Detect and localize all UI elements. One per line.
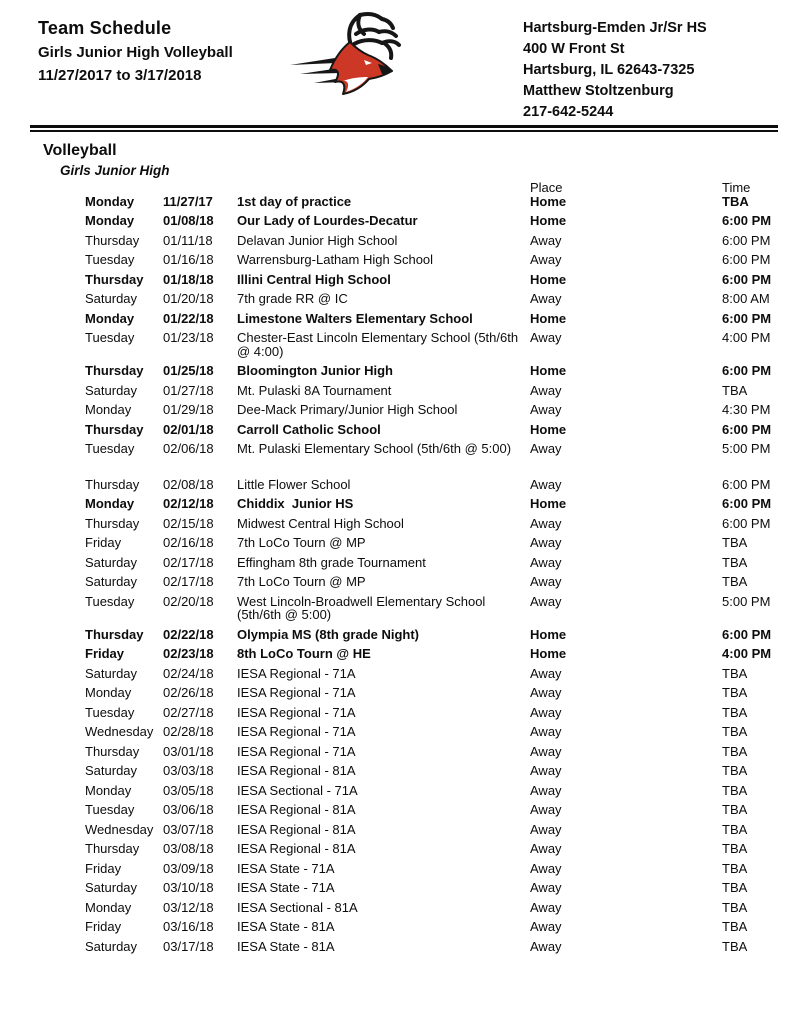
row-event: Midwest Central High School — [237, 515, 404, 531]
schedule-row — [85, 384, 775, 398]
row-time: 6:00 PM — [722, 476, 771, 492]
row-place: Away — [530, 763, 562, 778]
row-place: Home — [530, 421, 567, 437]
row-day: Monday — [85, 193, 135, 209]
row-day: Saturday — [85, 574, 138, 589]
schedule-row — [85, 575, 775, 589]
row-date: 02/12/18 — [163, 496, 214, 511]
row-day: Saturday — [85, 291, 138, 306]
row-place: Away — [530, 743, 562, 759]
row-event: Olympia MS (8th grade Night) — [237, 626, 420, 642]
schedule-row — [85, 253, 775, 267]
row-date: 01/11/18 — [163, 232, 213, 248]
stag-mascot-icon — [288, 8, 410, 102]
row-place: Away — [530, 899, 562, 915]
row-time: TBA — [722, 743, 748, 759]
row-time: TBA — [722, 665, 748, 681]
schedule-row — [85, 517, 775, 531]
row-place: Away — [530, 252, 562, 267]
row-date: 02/26/18 — [163, 685, 214, 700]
row-time: TBA — [722, 724, 748, 739]
row-event: Warrensburg-Latham High School — [237, 252, 434, 267]
row-time: TBA — [722, 841, 748, 856]
row-event: Limestone Walters Elementary School — [237, 310, 473, 326]
column-header-time: Time — [722, 180, 751, 195]
row-date: 03/17/18 — [163, 938, 214, 954]
row-time: 8:00 AM — [722, 291, 770, 306]
row-event: IESA State - 71A — [237, 860, 335, 876]
row-time: 6:00 PM — [722, 363, 772, 378]
row-event: IESA State - 81A — [237, 919, 335, 934]
schedule-row — [85, 423, 775, 437]
row-day: Saturday — [85, 880, 138, 895]
schedule-row — [85, 292, 775, 306]
row-time: 6:00 PM — [722, 310, 772, 326]
schedule-table — [85, 181, 775, 959]
schedule-row — [85, 478, 775, 492]
schedule-row — [85, 823, 775, 837]
row-day: Tuesday — [85, 252, 135, 267]
row-event: Our Lady of Lourdes-Decatur — [237, 213, 418, 228]
schedule-row — [85, 862, 775, 876]
row-day: Thursday — [85, 841, 140, 856]
row-date: 02/17/18 — [163, 554, 214, 570]
schedule-row — [85, 647, 775, 661]
row-time: 6:00 PM — [722, 515, 771, 531]
row-date: 03/05/18 — [163, 782, 214, 798]
contact-phone: 217-642-5244 — [523, 104, 614, 120]
row-day: Friday — [85, 646, 125, 661]
schedule-row — [85, 686, 775, 700]
row-place: Away — [530, 535, 562, 550]
row-time: 6:00 PM — [722, 271, 772, 287]
date-range: 11/27/2017 to 3/17/2018 — [38, 67, 202, 84]
row-date: 01/23/18 — [163, 330, 214, 345]
schedule-row — [85, 745, 775, 759]
row-event: 8th LoCo Tourn @ HE — [237, 646, 371, 661]
schedule-row — [85, 764, 775, 778]
row-event: IESA Regional - 71A — [237, 665, 356, 681]
row-place: Away — [530, 919, 562, 934]
row-date: 01/27/18 — [163, 382, 214, 398]
row-day: Wednesday — [85, 821, 154, 837]
row-event: 7th LoCo Tourn @ MP — [237, 535, 366, 550]
schedule-row — [85, 595, 775, 622]
row-time: TBA — [722, 860, 748, 876]
row-place: Away — [530, 841, 562, 856]
schedule-row — [85, 497, 775, 511]
schedule-row — [85, 234, 775, 248]
row-date: 01/29/18 — [163, 402, 214, 417]
row-day: Thursday — [85, 271, 144, 287]
column-header-place: Place — [530, 180, 563, 195]
row-day: Thursday — [85, 232, 140, 248]
row-place: Home — [530, 646, 567, 661]
row-time: TBA — [722, 685, 748, 700]
schedule-row — [85, 803, 775, 817]
row-time: TBA — [722, 554, 748, 570]
row-date: 03/12/18 — [163, 899, 214, 915]
row-place: Home — [530, 626, 567, 642]
row-place: Home — [530, 193, 567, 209]
row-place: Away — [530, 330, 562, 345]
row-event: Mt. Pulaski Elementary School (5th/6th @ 5:00) — [237, 441, 512, 456]
schedule-row — [85, 628, 775, 642]
row-date: 02/15/18 — [163, 515, 214, 531]
school-address-street: 400 W Front St — [523, 41, 625, 57]
row-event: Dee-Mack Primary/Junior High School — [237, 402, 458, 417]
schedule-row — [85, 784, 775, 798]
row-event: 1st day of practice — [237, 193, 352, 209]
row-time: 6:00 PM — [722, 232, 771, 248]
row-day: Tuesday — [85, 441, 135, 456]
row-place: Away — [530, 574, 562, 589]
row-time: TBA — [722, 193, 749, 209]
row-event: IESA Regional - 71A — [237, 685, 356, 700]
row-place: Away — [530, 554, 562, 570]
schedule-row — [85, 842, 775, 856]
row-day: Monday — [85, 899, 132, 915]
row-date: 02/23/18 — [163, 646, 214, 661]
row-place: Away — [530, 593, 562, 609]
row-day: Monday — [85, 310, 135, 326]
schedule-row — [85, 442, 775, 456]
row-place: Away — [530, 665, 562, 681]
row-day: Thursday — [85, 421, 144, 437]
row-event: Delavan Junior High School — [237, 232, 398, 248]
school-address-city: Hartsburg, IL 62643-7325 — [523, 62, 695, 78]
row-day: Saturday — [85, 938, 138, 954]
row-day: Thursday — [85, 743, 140, 759]
row-date: 03/16/18 — [163, 919, 214, 934]
row-day: Tuesday — [85, 802, 135, 817]
row-day: Saturday — [85, 382, 138, 398]
row-event: Bloomington Junior High — [237, 363, 393, 378]
row-date: 01/16/18 — [163, 252, 214, 267]
row-event: West Lincoln-Broadwell Elementary School (5th/6th @ 5:00) — [237, 593, 489, 622]
row-event: Carroll Catholic School — [237, 421, 381, 437]
row-place: Away — [530, 382, 562, 398]
row-date: 01/18/18 — [163, 271, 214, 287]
row-day: Tuesday — [85, 593, 135, 609]
schedule-row — [85, 195, 775, 209]
schedule-row — [85, 312, 775, 326]
row-place: Away — [530, 860, 562, 876]
schedule-row — [85, 901, 775, 915]
row-time: 6:00 PM — [722, 626, 772, 642]
row-time: TBA — [722, 535, 748, 550]
row-event: Effingham 8th grade Tournament — [237, 554, 426, 570]
school-name: Hartsburg-Emden Jr/Sr HS — [523, 20, 707, 36]
row-date: 03/06/18 — [163, 802, 214, 817]
row-day: Friday — [85, 860, 122, 876]
row-day: Monday — [85, 496, 135, 511]
row-date: 02/22/18 — [163, 626, 214, 642]
schedule-row — [85, 725, 775, 739]
row-place: Away — [530, 476, 562, 492]
row-place: Away — [530, 782, 562, 798]
table-header-row — [85, 181, 775, 195]
row-place: Away — [530, 685, 562, 700]
row-place: Away — [530, 880, 562, 895]
row-date: 03/07/18 — [163, 821, 214, 837]
row-place: Away — [530, 704, 562, 720]
row-time: TBA — [722, 763, 748, 778]
row-event: IESA Sectional - 71A — [237, 782, 358, 798]
row-place: Home — [530, 310, 567, 326]
row-event: Illini Central High School — [237, 271, 391, 287]
row-place: Away — [530, 802, 562, 817]
schedule-rows — [85, 195, 775, 954]
sport-heading: Volleyball — [43, 142, 117, 159]
row-date: 01/08/18 — [163, 213, 214, 228]
row-place: Away — [530, 515, 562, 531]
row-time: TBA — [722, 919, 748, 934]
row-event: IESA Regional - 81A — [237, 841, 356, 856]
row-date: 02/06/18 — [163, 441, 214, 456]
row-event: Mt. Pulaski 8A Tournament — [237, 382, 392, 398]
row-day: Monday — [85, 782, 132, 798]
row-event: IESA Sectional - 81A — [237, 899, 358, 915]
page-title: Team Schedule — [38, 18, 172, 38]
row-day: Thursday — [85, 626, 144, 642]
row-time: 4:00 PM — [722, 646, 772, 661]
row-date: 03/09/18 — [163, 860, 214, 876]
row-day: Thursday — [85, 363, 144, 378]
schedule-row — [85, 214, 775, 228]
row-time: 4:30 PM — [722, 402, 771, 417]
row-day: Monday — [85, 213, 135, 228]
schedule-row — [85, 364, 775, 378]
row-day: Thursday — [85, 476, 140, 492]
row-place: Away — [530, 938, 562, 954]
row-day: Tuesday — [85, 704, 135, 720]
row-day: Monday — [85, 685, 132, 700]
row-time: TBA — [722, 782, 748, 798]
row-event: IESA State - 81A — [237, 938, 335, 954]
row-time: 6:00 PM — [722, 252, 771, 267]
row-date: 02/27/18 — [163, 704, 214, 720]
row-time: 6:00 PM — [722, 421, 772, 437]
row-date: 02/28/18 — [163, 724, 214, 739]
row-date: 02/24/18 — [163, 665, 214, 681]
row-date: 01/20/18 — [163, 291, 214, 306]
row-event: 7th LoCo Tourn @ MP — [237, 574, 366, 589]
row-time: TBA — [722, 704, 748, 720]
row-event: IESA Regional - 81A — [237, 821, 356, 837]
row-place: Home — [530, 271, 567, 287]
row-time: TBA — [722, 821, 748, 837]
team-heading: Girls Junior High — [60, 163, 170, 178]
row-event: IESA Regional - 81A — [237, 763, 356, 778]
row-place: Away — [530, 724, 562, 739]
row-place: Home — [530, 496, 567, 511]
row-date: 02/16/18 — [163, 535, 214, 550]
contact-name: Matthew Stoltzenburg — [523, 83, 674, 99]
row-day: Saturday — [85, 763, 138, 778]
row-event: 7th grade RR @ IC — [237, 291, 348, 306]
row-event: IESA Regional - 71A — [237, 704, 356, 720]
row-place: Home — [530, 213, 567, 228]
schedule-row — [85, 881, 775, 895]
row-date: 02/01/18 — [163, 421, 214, 437]
header-divider — [30, 125, 778, 132]
schedule-row — [85, 667, 775, 681]
row-date: 02/08/18 — [163, 476, 214, 492]
school-info — [523, 18, 707, 123]
title-block — [38, 18, 233, 84]
row-time: 4:00 PM — [722, 330, 771, 345]
row-event: IESA State - 71A — [237, 880, 335, 895]
row-time: 5:00 PM — [722, 593, 771, 609]
schedule-row — [85, 556, 775, 570]
row-time: 5:00 PM — [722, 441, 771, 456]
row-event: Chester-East Lincoln Elementary School (5th/6th @ 4:00) — [237, 330, 522, 359]
row-time: TBA — [722, 574, 748, 589]
row-place: Away — [530, 821, 562, 837]
row-time: TBA — [722, 880, 748, 895]
schedule-row — [85, 940, 775, 954]
row-date: 01/22/18 — [163, 310, 214, 326]
row-day: Tuesday — [85, 330, 135, 345]
row-time: 6:00 PM — [722, 213, 772, 228]
row-time: TBA — [722, 382, 748, 398]
row-event: Chiddix Junior HS — [237, 496, 354, 511]
row-time: TBA — [722, 938, 748, 954]
schedule-row — [85, 273, 775, 287]
row-day: Monday — [85, 402, 132, 417]
row-event: Little Flower School — [237, 476, 351, 492]
row-day: Friday — [85, 919, 122, 934]
row-place: Away — [530, 441, 562, 456]
row-place: Away — [530, 291, 562, 306]
row-day: Thursday — [85, 515, 140, 531]
row-day: Saturday — [85, 665, 138, 681]
row-date: 03/03/18 — [163, 763, 214, 778]
schedule-row — [85, 403, 775, 417]
row-date: 11/27/17 — [163, 193, 213, 209]
row-time: 6:00 PM — [722, 496, 772, 511]
row-event: IESA Regional - 71A — [237, 743, 356, 759]
row-place: Home — [530, 363, 567, 378]
row-date: 01/25/18 — [163, 363, 214, 378]
row-event: IESA Regional - 81A — [237, 802, 356, 817]
row-date: 02/17/18 — [163, 574, 214, 589]
schedule-row — [85, 536, 775, 550]
row-day: Saturday — [85, 554, 138, 570]
row-date: 03/01/18 — [163, 743, 214, 759]
schedule-row — [85, 920, 775, 934]
row-date: 03/10/18 — [163, 880, 214, 895]
row-day: Wednesday — [85, 724, 154, 739]
schedule-row — [85, 331, 775, 358]
row-date: 03/08/18 — [163, 841, 214, 856]
schedule-row — [85, 706, 775, 720]
row-time: TBA — [722, 899, 748, 915]
row-place: Away — [530, 402, 562, 417]
row-place: Away — [530, 232, 562, 248]
row-event: IESA Regional - 71A — [237, 724, 356, 739]
row-date: 02/20/18 — [163, 593, 214, 609]
row-time: TBA — [722, 802, 748, 817]
row-day: Friday — [85, 535, 122, 550]
team-subtitle: Girls Junior High Volleyball — [38, 44, 233, 61]
